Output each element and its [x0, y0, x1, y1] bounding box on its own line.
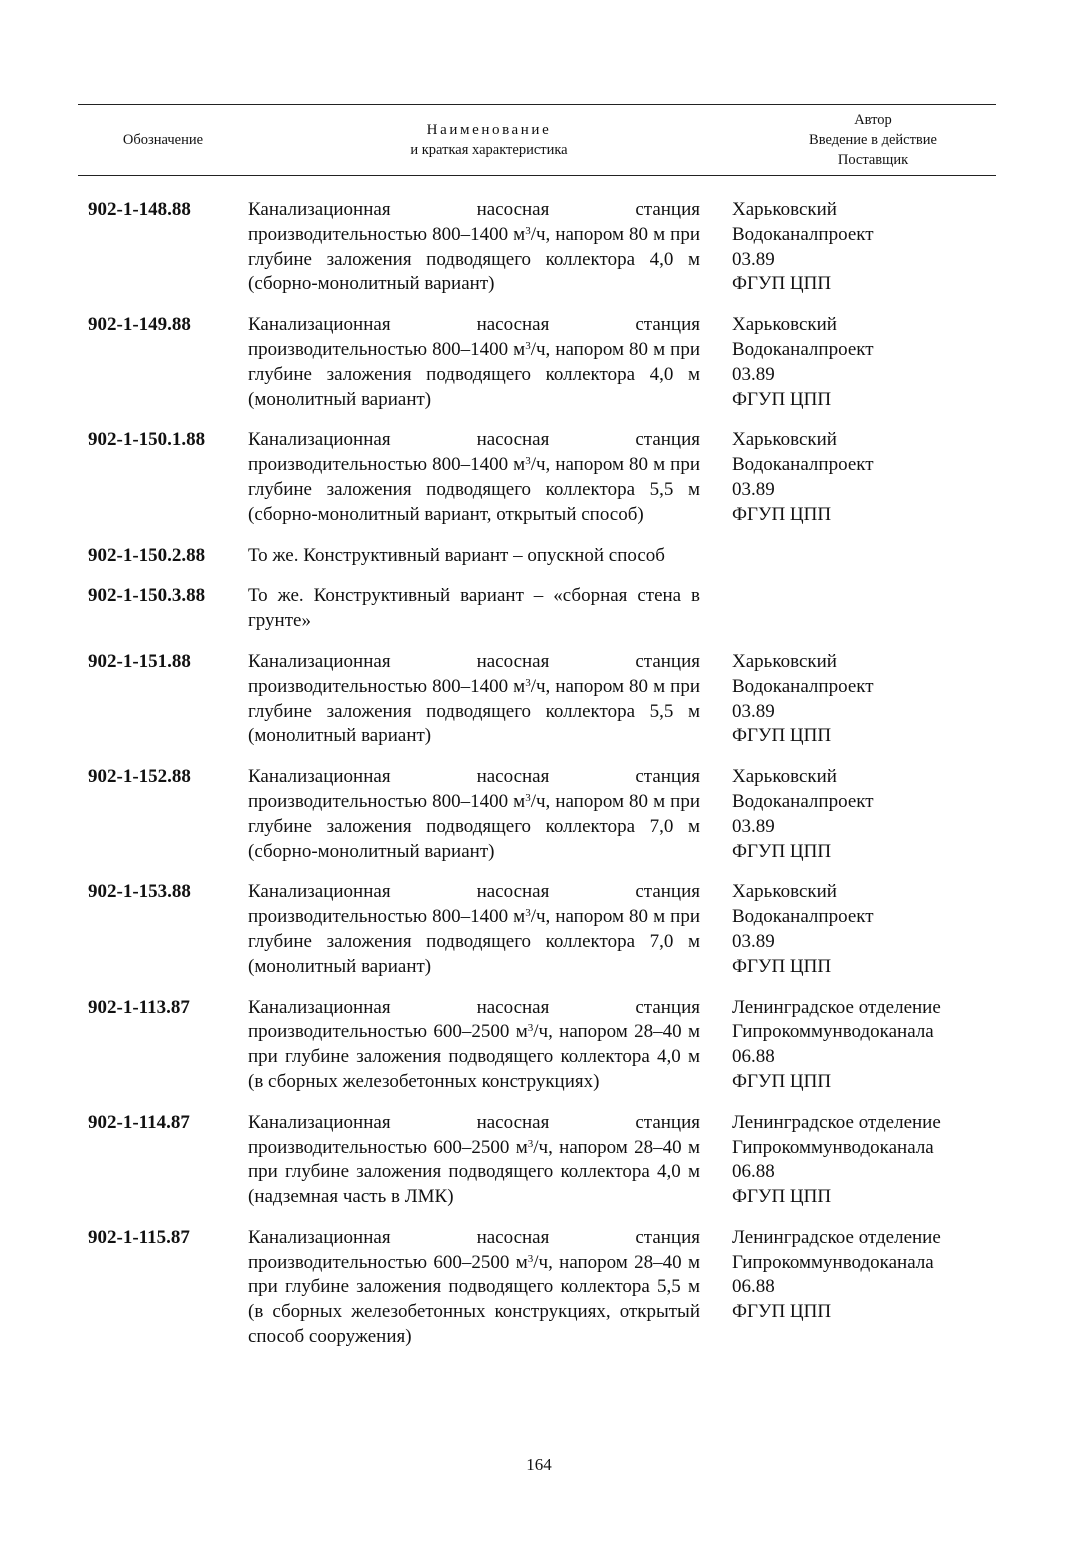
row-description	[248, 880, 700, 979]
row-code: 902-1-148.88	[88, 199, 191, 220]
row-author: Ленинградское отделение Гипрокоммунводоканала 06.88 ФГУП ЦПП	[732, 1111, 941, 1208]
row-description-text-end: /ч, напором 80 м при глубине заложения подводящего коллектора 4,0 м (сборно-монолитный вариант)	[248, 223, 700, 295]
row-code: 902-1-152.88	[88, 766, 191, 788]
row-code: 902-1-150.2.88	[88, 544, 206, 566]
row-description-text: Канализационная насосная станция производительностью 600–2500 м	[248, 996, 700, 1043]
row-code: 902-1-114.87	[88, 1111, 190, 1133]
header-name-title: Наименование	[426, 122, 552, 138]
table-row	[78, 1226, 996, 1350]
table-row	[78, 880, 996, 979]
table-row	[78, 428, 996, 527]
table-row	[78, 996, 996, 1095]
row-author: Харьковский Водоканалпроект 03.89 ФГУП ЦПП	[732, 199, 874, 295]
row-description-text-end: /ч, напором 80 м при глубине заложения подводящего коллектора 7,0 м (монолитный вариант)	[248, 906, 700, 977]
row-description-text-end: /ч, напором 80 м при глубине заложения подводящего коллектора 5,5 м (сборно-монолитный вариант, открытый способ)	[248, 454, 700, 525]
row-description-text-end: /ч, напором 28–40 м при глубине заложения подводящего коллектора 5,5 м (в сборных железобетонных конструкциях, открытый способ сооружения)	[248, 1251, 700, 1348]
row-code: 902-1-151.88	[88, 650, 191, 672]
row-code: 902-1-150.1.88	[88, 429, 206, 451]
row-description-text: Канализационная насосная станция производительностью 800–1400 м	[248, 650, 700, 697]
page-number: 164	[526, 1455, 552, 1474]
header-name-subtitle: и краткая характеристика	[410, 142, 568, 158]
table-row	[78, 313, 996, 412]
header-code: Обозначение	[122, 132, 204, 148]
row-author: Харьковский Водоканалпроект 03.89 ФГУП ЦПП	[732, 881, 874, 977]
row-description-text-end: /ч, напором 28–40 м при глубине заложения подводящего коллектора 4,0 м (надземная часть в ЛМК)	[248, 1136, 700, 1208]
row-description	[248, 996, 700, 1095]
row-code: 902-1-149.88	[88, 314, 191, 336]
table-row	[78, 198, 996, 297]
row-description	[248, 198, 700, 297]
row-description	[248, 1111, 700, 1210]
row-description	[248, 650, 700, 749]
table-row	[78, 584, 996, 634]
row-description-sup: 3	[525, 224, 531, 237]
row-description-text-end: /ч, напором 80 м при глубине заложения подводящего коллектора 5,5 м (монолитный вариант)	[248, 675, 700, 747]
row-author: Харьковский Водоканалпроект 03.89 ФГУП ЦПП	[732, 766, 874, 862]
row-description-sup: 3	[525, 676, 531, 689]
table-row	[78, 544, 996, 569]
row-code: 902-1-115.87	[88, 1226, 190, 1248]
row-description	[248, 313, 700, 412]
row-description	[248, 428, 700, 527]
row-description-sup: 3	[527, 1022, 534, 1035]
row-author: Харьковский Водоканалпроект 03.89 ФГУП ЦПП	[732, 650, 874, 747]
row-description-sup: 3	[527, 1252, 534, 1265]
row-description-text: Канализационная насосная станция производительностью 600–2500 м	[248, 1111, 700, 1158]
row-description-text: Канализационная насосная станция производительностью 800–1400 м	[248, 881, 700, 928]
catalog-page	[78, 104, 996, 1366]
row-description-text: Канализационная насосная станция производительностью 800–1400 м	[248, 429, 700, 476]
row-description-sup: 3	[525, 339, 531, 352]
row-description-text: Канализационная насосная станция производительностью 800–1400 м	[248, 199, 700, 245]
row-code: 902-1-113.87	[88, 996, 190, 1018]
row-author: Ленинградское отделение Гипрокоммунводоканала 06.88 ФГУП ЦПП	[732, 996, 941, 1092]
table-row	[78, 650, 996, 749]
row-description-text: То же. Конструктивный вариант – «сборная стена в грунте»	[248, 585, 700, 632]
row-description-sup: 3	[525, 907, 531, 920]
row-description-text-end: /ч, напором 28–40 м при глубине заложения подводящего коллектора 4,0 м (в сборных железобетонных конструкциях)	[248, 1021, 700, 1092]
row-description	[248, 765, 700, 864]
row-description	[248, 1226, 700, 1350]
row-description	[248, 544, 700, 569]
row-description	[248, 584, 700, 634]
row-description-text-end: /ч, напором 80 м при глубине заложения подводящего коллектора 7,0 м (сборно-монолитный вариант)	[248, 790, 700, 862]
table-header	[78, 105, 996, 175]
row-author: Харьковский Водоканалпроект 03.89 ФГУП ЦПП	[732, 314, 874, 410]
header-name	[248, 120, 730, 160]
table-body	[78, 176, 996, 1350]
row-description-text: Канализационная насосная станция производительностью 800–1400 м	[248, 766, 700, 812]
row-author: Ленинградское отделение Гипрокоммунводоканала 06.88 ФГУП ЦПП	[732, 1226, 941, 1323]
row-code: 902-1-153.88	[88, 881, 191, 903]
row-author: Харьковский Водоканалпроект 03.89 ФГУП ЦПП	[732, 429, 874, 525]
row-description-sup: 3	[525, 791, 531, 804]
header-author: Автор Введение в действие Поставщик	[809, 112, 937, 168]
row-description-text-end: /ч, напором 80 м при глубине заложения подводящего коллектора 4,0 м (монолитный вариант)	[248, 338, 700, 410]
row-description-text: То же. Конструктивный вариант – опускной способ	[248, 544, 665, 566]
row-description-sup: 3	[525, 455, 531, 468]
table-row	[78, 765, 996, 864]
row-description-text: Канализационная насосная станция производительностью 600–2500 м	[248, 1226, 700, 1273]
table-row	[78, 1111, 996, 1210]
row-description-text: Канализационная насосная станция производительностью 800–1400 м	[248, 314, 700, 360]
row-description-sup: 3	[527, 1137, 534, 1150]
row-code: 902-1-150.3.88	[88, 585, 206, 607]
